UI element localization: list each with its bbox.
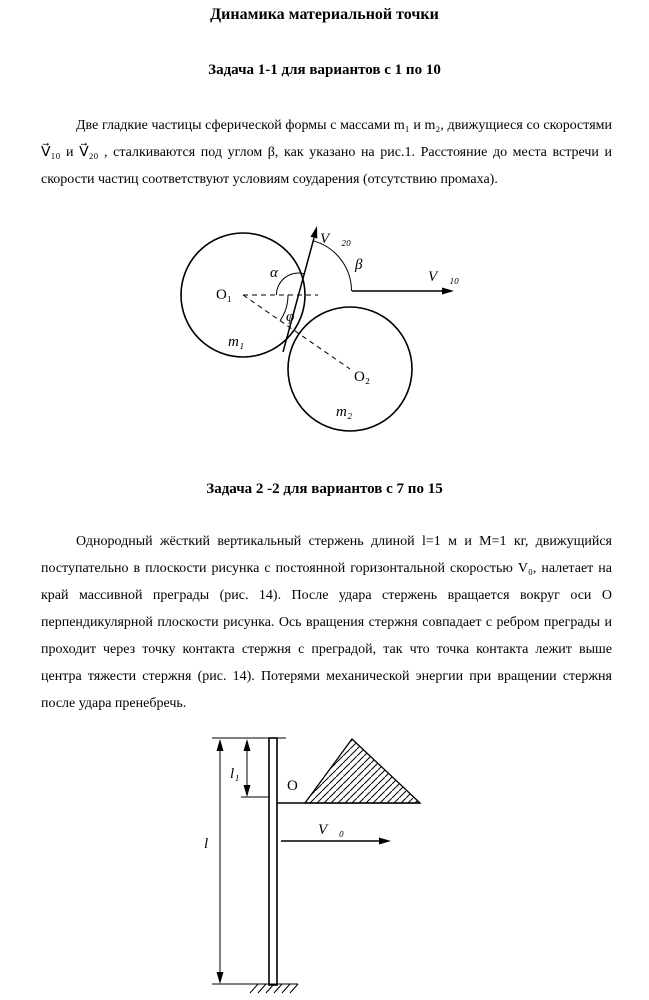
v10-vector-label: V⃗₁₀ bbox=[428, 269, 460, 285]
document-title: Динамика материальной точки bbox=[210, 6, 439, 23]
v20-vector-label: V⃗₂₀ bbox=[320, 231, 352, 247]
beta-angle-arc bbox=[313, 241, 351, 291]
v0-vector-label: V⃗₀ bbox=[318, 822, 345, 838]
task2-paragraph: Однородный жёсткий вертикальный стержень длиной l=1 м и M=1 кг, движущийся поступательно в плоскости рисунка с постоянной горизонтальной скоростью V₀, налетает на край массивной преграды (рис. 14). После удара стержень вращается вокруг оси О перпендикулярной плоскости рисунка. Ось вращения стержня совпадает с ребром преграды и проходит через точку контакта стержня с преградой, так что точка контакта лежит выше центра тяжести стержня (рис. 14). Потерями механической энергии при вращении стержня после удара пренебречь. bbox=[41, 534, 612, 711]
l-arrowhead-down-icon bbox=[217, 972, 224, 984]
task2-heading: Задача 2 -2 для вариантов с 7 по 15 bbox=[206, 481, 443, 497]
l1-dimension-label: l₁ bbox=[230, 766, 240, 782]
l1-arrowhead-down-icon bbox=[244, 785, 251, 797]
o-point-label: O bbox=[287, 778, 298, 794]
figure-collision-diagram bbox=[0, 224, 649, 456]
center-line-o1-o2 bbox=[243, 295, 350, 369]
rod-shape bbox=[269, 738, 277, 985]
v10-arrowhead-icon bbox=[442, 288, 454, 295]
phi-angle-label: φ bbox=[286, 309, 295, 325]
v20-arrowhead-icon bbox=[311, 226, 318, 239]
task1-paragraph: Две гладкие частицы сферической формы с массами m₁ и m₂, движущиеся со скоростями V⃗₁₀ и V⃗₂₀ , сталкиваются под углом β, как указано на рис.1. Расстояние до места встречи и скорости частиц соответствуют условиям соударения (отсутствию промаха). bbox=[41, 118, 612, 187]
o2-center-label: O₂ bbox=[354, 369, 371, 385]
l1-arrowhead-up-icon bbox=[244, 739, 251, 751]
beta-angle-label: β bbox=[355, 257, 363, 273]
o1-center-label: O₁ bbox=[216, 287, 233, 303]
barrier-hatched-wedge bbox=[305, 739, 420, 803]
task1-heading: Задача 1-1 для вариантов с 1 по 10 bbox=[208, 62, 441, 78]
l-arrowhead-up-icon bbox=[217, 739, 224, 751]
alpha-angle-label: α bbox=[270, 265, 278, 281]
figure-rod-barrier-diagram bbox=[0, 728, 649, 1000]
m2-mass-label: m₂ bbox=[336, 404, 353, 420]
m1-mass-label: m₁ bbox=[228, 334, 245, 350]
v0-arrowhead-icon bbox=[379, 838, 391, 845]
l-dimension-label: l bbox=[204, 836, 209, 852]
